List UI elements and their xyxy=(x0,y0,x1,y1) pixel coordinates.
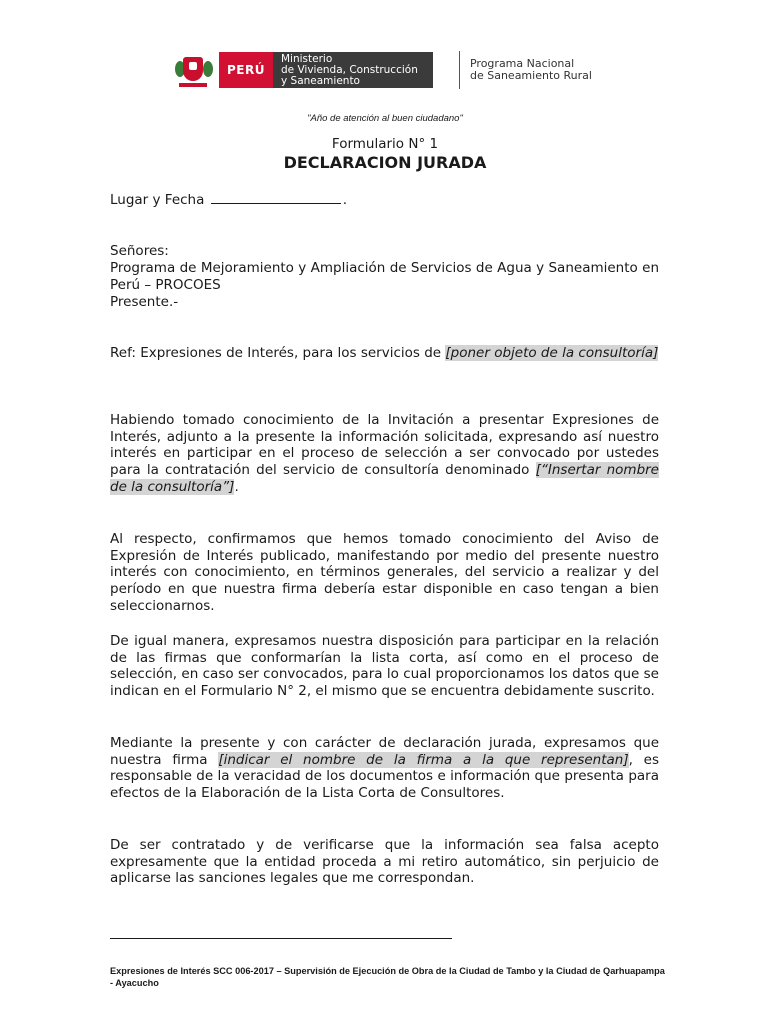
paragraph-1-end: . xyxy=(234,478,239,495)
paragraph-1-text: Habiendo tomado conocimiento de la Invitación a presentar Expresiones de Interés, adjunto a la presente la información solicitada, expresando así nuestro interés en participar en el proceso de selección a ser convocado por ustedes para la contratación del servicio de consultoría denominado xyxy=(110,412,659,479)
peru-logo: PERÚ xyxy=(219,52,273,88)
paragraph-5: De ser contratado y de verificarse que la información sea falsa acepto expresamente que la entidad proceda a mi retiro automático, sin perjuicio de aplicarse las sanciones legales que me correspondan. xyxy=(110,837,659,887)
document-title: DECLARACION JURADA xyxy=(283,153,487,172)
paragraph-1-placeholder: [“Insertar nombre de la consultoría”] xyxy=(110,462,659,495)
coat-of-arms-icon xyxy=(173,51,213,89)
presente: Presente.- xyxy=(110,294,179,310)
addressee-org: Programa de Mejoramiento y Ampliación de Servicios de Agua y Saneamiento en Perú – PROCOES xyxy=(110,260,659,293)
header-logos xyxy=(173,50,592,90)
place-date-label: Lugar y Fecha xyxy=(110,192,205,208)
ministry-logo xyxy=(273,52,433,88)
program-line: Programa Nacional xyxy=(469,57,575,70)
paragraph-4-placeholder: [indicar el nombre de la firma a la que representan] xyxy=(218,751,629,768)
paragraph-4 xyxy=(110,735,659,802)
ministry-line: Ministerio xyxy=(280,52,333,65)
place-date-blank xyxy=(211,191,341,204)
ministry-line: de Vivienda, Construcción xyxy=(280,63,418,76)
place-date-end: . xyxy=(342,192,347,208)
reference-text: Ref: Expresiones de Interés, para los servicios de xyxy=(110,345,446,361)
paragraph-4-text: Mediante la presente y con carácter de declaración jurada, expresamos que nuestra firma xyxy=(110,735,659,768)
paragraph-3: De igual manera, expresamos nuestra disposición para participar en la relación de las firmas que conformarían la lista corta, así como en el proceso de selección, en caso ser convocados, para lo cual proporcionamos los datos que se indican en el Formulario N° 2, el mismo que se encuentra debidamente suscrito. xyxy=(110,633,659,700)
paragraph-2: Al respecto, confirmamos que hemos tomado conocimiento del Aviso de Expresión de Interés publicado, manifestando por medio del presente nuestro interés con conocimiento, en términos generales, del servicio a realizar y del período en que nuestra firma debería estar disponible en caso tengan a bien seleccionarnos. xyxy=(110,531,659,614)
salutation: Señores: xyxy=(110,243,169,259)
paragraph-4-end: , es responsable de la veracidad de los documentos e información que presenta para efectos de la Elaboración de la Lista Corta de Consultores. xyxy=(110,751,659,802)
ministry-line: y Saneamiento xyxy=(280,74,360,87)
reference xyxy=(110,345,659,362)
place-date-line xyxy=(110,191,659,209)
header-divider xyxy=(459,51,460,89)
reference-placeholder: [poner objeto de la consultoría] xyxy=(445,345,659,361)
form-number: Formulario N° 1 xyxy=(331,136,439,152)
paragraph-1 xyxy=(110,412,659,496)
footer-rule xyxy=(110,938,452,939)
program-line: de Saneamiento Rural xyxy=(469,69,592,82)
program-name xyxy=(470,58,592,82)
footer-text: Expresiones de Interés SCC 006-2017 – Supervisión de Ejecución de Obra de la Ciudad de Tambo y la Ciudad de Qarhuapampa - Ayacucho xyxy=(110,966,665,988)
year-motto: "Año de atención al buen ciudadano" xyxy=(307,113,463,124)
